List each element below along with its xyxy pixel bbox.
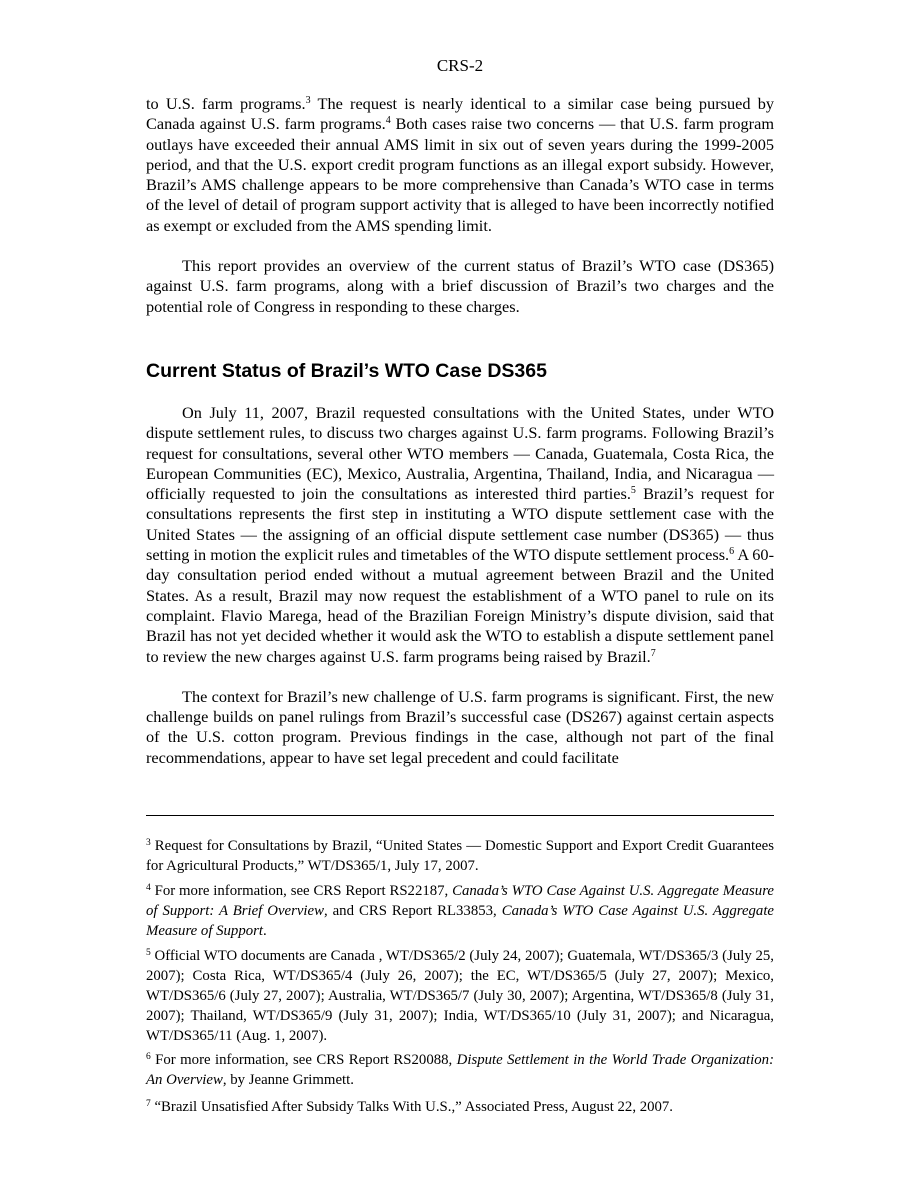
- page-number-header: CRS-2: [436, 56, 484, 75]
- intro-paragraph-1: to U.S. farm programs.$^3$ The request is nearly identical to a similar case being pursued by Canada against U.S. farm programs.$^4$ Both cases raise two concerns — that U.S. farm program outlays have exceeded their annual AMS limit in six out of seven years during the 1999-2005 period, and that the U.S. export credit program functions as an illegal export subsidy. However, Brazil’s AMS challenge appears to be more comprehensive than Canada’s WTO case in terms of the level of detail of program support activity that is alleged to have been incorrectly notified as exempt or excluded from the AMS spending limit.: [146, 94, 774, 235]
- report-title-rs20088: Dispute Settlement in the World Trade Organization: An Overview: [146, 1052, 774, 1088]
- footnote-ref-3[interactable]: 3: [305, 95, 311, 106]
- footnote-4: $^4$ For more information, see CRS Report RS22187, Canada’s WTO Case Against U.S. Aggregate Measure of Support: A Brief Overview, and CRS Report RL33853, Canada’s WTO Case Against U.S. Aggregate Measure of Support.: [146, 883, 774, 939]
- report-title-rl33853: Canada’s WTO Case Against U.S. Aggregate Measure of Support: [146, 903, 774, 939]
- footnote-3: $^3$ Request for Consultations by Brazil, “United States — Domestic Support and Export Credit Guarantees for Agricultural Products,” WT/DS365/1, July 17, 2007.: [146, 838, 774, 874]
- footnote-divider: [146, 815, 774, 816]
- intro-paragraph-2: This report provides an overview of the current status of Brazil’s WTO case (DS365) against U.S. farm programs, along with a brief discussion of Brazil’s two charges and the potential role of Congress in responding to these charges.: [146, 256, 774, 316]
- footnote-ref-6[interactable]: 6: [729, 546, 735, 558]
- footnote-ref-7[interactable]: 7: [650, 647, 656, 659]
- status-paragraph-2: The context for Brazil’s new challenge of U.S. farm programs is significant. First, the new challenge builds on panel rulings from Brazil’s successful case (DS267) against certain aspects of the U.S. cotton program. Previous findings in the case, although not part of the final recommendations, appear to have set legal precedent and could facilitate: [146, 686, 774, 767]
- footnote-ref-5[interactable]: 5: [630, 485, 636, 497]
- status-paragraph-1: On July 11, 2007, Brazil requested consultations with the United States, under WTO dispute settlement rules, to discuss two charges against U.S. farm programs. Following Brazil’s request for consultations, several other WTO members — Canada, Guatemala, Costa Rica, the European Communities (EC), Mexico, Australia, Argentina, Thailand, India, and Nicaragua — officially requested to join the consultations as interested third parties.$^5$ Brazil’s request for consultations represents the first step in instituting a WTO dispute settlement case with the United States — the assigning of an official dispute settlement case number (DS365) — thus setting in motion the explicit rules and timetables of the WTO dispute settlement process.$^6$ A 60-day consultation period ended without a mutual agreement between Brazil and the United States. As a result, Brazil may now request the establishment of a WTO panel to rule on its complaint. Flavio Marega, head of the Brazilian Foreign Ministry’s dispute division, said that Brazil has not yet decided whether it would ask the WTO to establish a dispute settlement panel to review the new charges against U.S. farm programs being raised by Brazil.$^7$: [146, 403, 774, 666]
- section-heading: Current Status of Brazil’s WTO Case DS365: [146, 360, 547, 382]
- report-title-rs22187: Canada’s WTO Case Against U.S. Aggregate Measure of Support: A Brief Overview: [146, 883, 774, 919]
- intro-section: [146, 94, 774, 317]
- status-section: [146, 403, 774, 768]
- footnote-7: $^7$ “Brazil Unsatisfied After Subsidy Talks With U.S.,” Associated Press, August 22, 2007.: [146, 1099, 674, 1115]
- footnote-ref-4[interactable]: 4: [385, 115, 391, 127]
- footnote-5: $^5$ Official WTO documents are Canada , WT/DS365/2 (July 24, 2007); Guatemala, WT/DS365/3 (July 25, 2007); Costa Rica, WT/DS365/4 (July 26, 2007); the EC, WT/DS365/5 (July 27, 2007); Mexico, WT/DS365/6 (July 27, 2007); Australia, WT/DS365/7 (July 30, 2007); Argentina, WT/DS365/8 (July 31, 2007); Thailand, WT/DS365/9 (July 31, 2007); India, WT/DS365/10 (July 31, 2007); and Nicaragua, WT/DS365/11 (Aug. 1, 2007).: [146, 948, 774, 1044]
- footnote-6: $^6$ For more information, see CRS Report RS20088, Dispute Settlement in the World Trade Organization: An Overview, by Jeanne Grimmett.: [146, 1052, 774, 1088]
